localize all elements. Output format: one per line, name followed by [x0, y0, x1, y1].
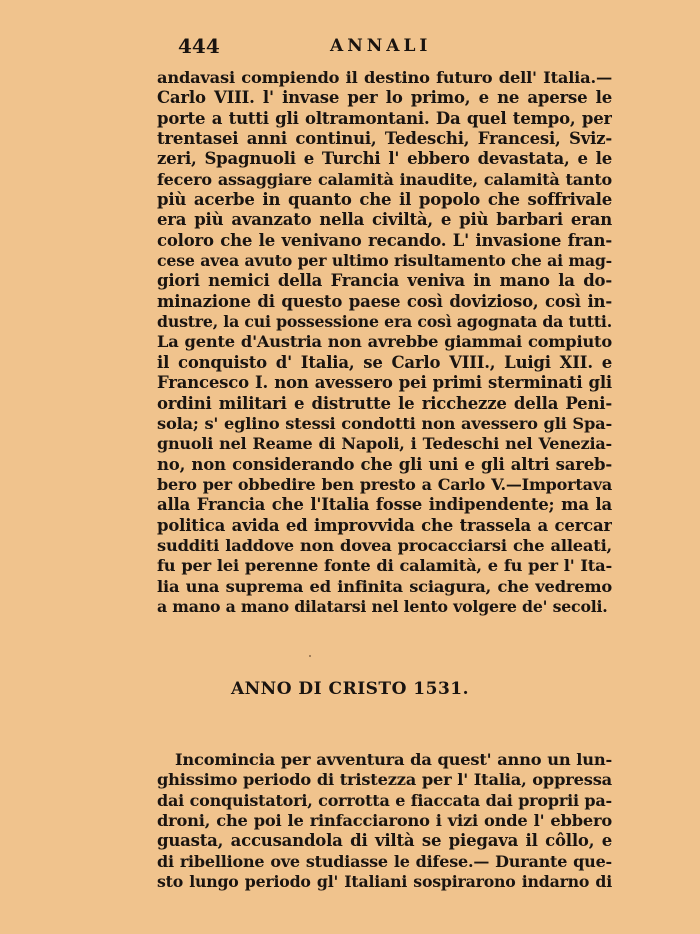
text-line: a mano a mano dilatarsi nel lento volgere de' secoli.: [157, 596, 608, 616]
text-line: guasta, accusandola di viltà se piegava il côllo, e: [157, 831, 612, 851]
text-line: giori nemici della Francia veniva in mano la do-: [157, 271, 612, 291]
text-line: porte a tutti gli oltramontani. Da quel tempo, per: [157, 108, 612, 128]
text-line: La gente d'Austria non avrebbe giammai compiuto: [157, 332, 612, 352]
running-title: ANNALI: [330, 36, 432, 56]
section-heading: ANNO DI CRISTO 1531.: [230, 679, 470, 699]
text-line: più acerbe in quanto che il popolo che soffrivale: [157, 190, 612, 210]
text-line: cese avea avuto per ultimo risultamento che ai mag-: [157, 251, 612, 271]
text-line: andavasi compiendo il destino futuro dell' Italia.—: [157, 68, 612, 87]
text-line: il conquisto d' Italia, se Carlo VIII., Luigi XII. e: [157, 352, 612, 372]
text-line: politica avida ed improvvida che trassela a cercar: [157, 515, 612, 535]
text-line: di ribellione ove studiasse le difese.— Durante que-: [157, 851, 612, 871]
text-line: fecero assaggiare calamità inaudite, calamità tanto: [157, 169, 612, 189]
text-line: droni, che poi le rinfacciarono i vizi onde l' ebbero: [157, 811, 612, 831]
text-line: bero per obbedire ben presto a Carlo V.—Importava: [157, 474, 612, 494]
text-line: dai conquistatori, corrotta e fiaccata dai proprii pa-: [157, 790, 612, 810]
page-number: 444: [178, 34, 220, 58]
text-line: gnuoli nel Reame di Napoli, i Tedeschi nel Venezia-: [157, 434, 612, 454]
text-line: Carlo VIII. l' invase per lo primo, e ne aperse le: [157, 88, 612, 108]
ink-speck: [309, 655, 311, 657]
text-line: sola; s' eglino stessi condotti non avessero gli Spa-: [157, 413, 612, 433]
running-header: [0, 34, 700, 62]
body-paragraph-1: [157, 68, 612, 617]
text-line: sudditi laddove non dovea procacciarsi che alleati,: [157, 535, 612, 555]
text-line: alla Francia che l'Italia fosse indipendente; ma la: [157, 495, 612, 515]
text-line: ordini militari e distrutte le ricchezze della Peni-: [157, 393, 612, 413]
text-line: coloro che le venivano recando. L' invasione fran-: [157, 230, 612, 250]
text-line: era più avanzato nella civiltà, e più barbari eran: [157, 210, 612, 230]
text-line: sto lungo periodo gl' Italiani sospirarono indarno di: [157, 872, 612, 892]
body-paragraph-2: [157, 750, 612, 892]
text-line: no, non considerando che gli uni e gli altri sareb-: [157, 454, 612, 474]
text-line: minazione di questo paese così dovizioso, così in-: [157, 291, 612, 311]
text-line: lia una suprema ed infinita sciagura, che vedremo: [157, 576, 612, 596]
text-line: dustre, la cui possessione era così agognata da tutti.: [157, 312, 612, 332]
text-line: zeri, Spagnuoli e Turchi l' ebbero devastata, e le: [157, 149, 612, 169]
text-line: trentasei anni continui, Tedeschi, Francesi, Sviz-: [157, 129, 612, 149]
text-line: fu per lei perenne fonte di calamità, e fu per l' Ita-: [157, 556, 612, 576]
text-line: ghissimo periodo di tristezza per l' Italia, oppressa: [157, 770, 612, 790]
text-line: Incomincia per avventura da quest' anno un lun-: [175, 750, 612, 769]
text-line: Francesco I. non avessero pei primi sterminati gli: [157, 373, 612, 393]
